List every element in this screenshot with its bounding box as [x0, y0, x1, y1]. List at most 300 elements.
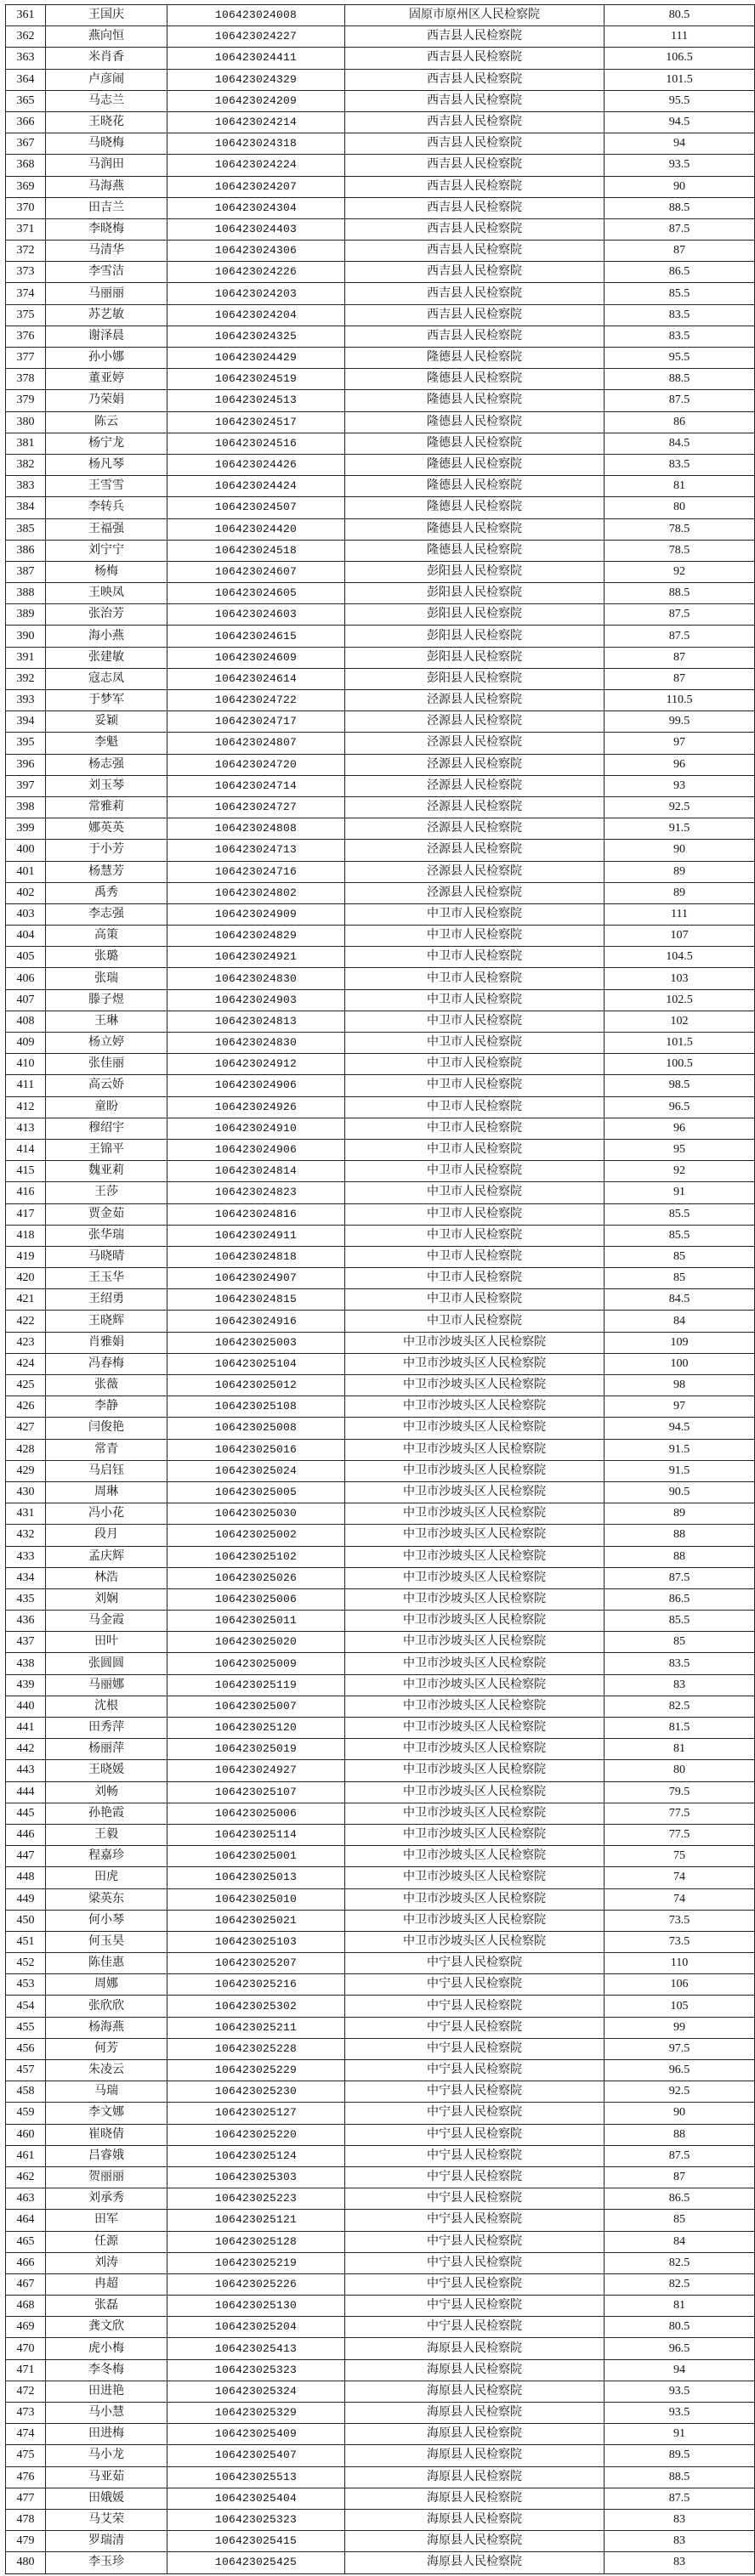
score-cell: 93.5 — [605, 155, 755, 176]
score-cell: 95.5 — [605, 90, 755, 111]
table-row — [6, 968, 755, 989]
seq-cell: 407 — [6, 989, 46, 1011]
exam-id-cell: 106423024816 — [167, 1203, 345, 1225]
score-cell: 85.5 — [605, 1611, 755, 1632]
exam-id-cell: 106423024906 — [167, 1075, 345, 1096]
seq-cell: 470 — [6, 2338, 46, 2359]
exam-id-cell: 106423024516 — [167, 433, 345, 454]
name-cell: 王映凤 — [46, 583, 167, 604]
table-row — [6, 1632, 755, 1653]
unit-cell: 彭阳县人民检察院 — [345, 561, 605, 582]
table-row — [6, 1460, 755, 1481]
exam-id-cell: 106423025127 — [167, 2103, 345, 2124]
table-row — [6, 1718, 755, 1739]
exam-id-cell: 106423024426 — [167, 454, 345, 475]
exam-id-cell: 106423024214 — [167, 111, 345, 133]
unit-cell: 中卫市沙坡头区人民检察院 — [345, 1888, 605, 1910]
seq-cell: 463 — [6, 2188, 46, 2210]
score-cell: 88 — [605, 2124, 755, 2145]
name-cell: 童盼 — [46, 1096, 167, 1118]
unit-cell: 中卫市沙坡头区人民检察院 — [345, 1588, 605, 1610]
unit-cell: 中卫市沙坡头区人民检察院 — [345, 1375, 605, 1396]
seq-cell: 393 — [6, 690, 46, 711]
exam-id-cell: 106423025104 — [167, 1353, 345, 1374]
name-cell: 王晓花 — [46, 111, 167, 133]
score-cell: 83.5 — [605, 304, 755, 326]
score-cell: 83.5 — [605, 326, 755, 347]
name-cell: 张薇 — [46, 1375, 167, 1396]
unit-cell: 彭阳县人民检察院 — [345, 583, 605, 604]
unit-cell: 中卫市人民检察院 — [345, 1311, 605, 1332]
name-cell: 梁英东 — [46, 1888, 167, 1910]
seq-cell: 480 — [6, 2552, 46, 2573]
name-cell: 刘宁宁 — [46, 540, 167, 561]
exam-id-cell: 106423025001 — [167, 1846, 345, 1867]
seq-cell: 442 — [6, 1739, 46, 1760]
score-cell: 84 — [605, 1311, 755, 1332]
unit-cell: 西吉县人民检察院 — [345, 241, 605, 262]
table-row — [6, 197, 755, 218]
seq-cell: 472 — [6, 2381, 46, 2402]
exam-id-cell: 106423024912 — [167, 1054, 345, 1075]
name-cell: 马润田 — [46, 155, 167, 176]
table-row — [6, 5, 755, 26]
table-row — [6, 348, 755, 369]
score-cell: 85.5 — [605, 1203, 755, 1225]
table-row — [6, 48, 755, 69]
seq-cell: 423 — [6, 1332, 46, 1353]
seq-cell: 373 — [6, 262, 46, 283]
score-cell: 87.5 — [605, 604, 755, 626]
table-row — [6, 1268, 755, 1289]
table-row — [6, 1931, 755, 1952]
table-row — [6, 1054, 755, 1075]
unit-cell: 中卫市沙坡头区人民检察院 — [345, 1567, 605, 1588]
name-cell: 肖雅娟 — [46, 1332, 167, 1353]
seq-cell: 363 — [6, 48, 46, 69]
table-row — [6, 1867, 755, 1888]
score-cell: 78.5 — [605, 518, 755, 540]
seq-cell: 382 — [6, 454, 46, 475]
table-row — [6, 1653, 755, 1674]
score-cell: 84.5 — [605, 433, 755, 454]
table-row — [6, 1225, 755, 1246]
seq-cell: 466 — [6, 2252, 46, 2273]
score-cell: 85 — [605, 2210, 755, 2231]
name-cell: 马丽娜 — [46, 1674, 167, 1696]
seq-cell: 367 — [6, 133, 46, 155]
seq-cell: 444 — [6, 1781, 46, 1803]
seq-cell: 405 — [6, 947, 46, 968]
exam-id-cell: 106423025220 — [167, 2124, 345, 2145]
exam-id-cell: 106423024325 — [167, 326, 345, 347]
seq-cell: 365 — [6, 90, 46, 111]
score-cell: 96.5 — [605, 2060, 755, 2081]
seq-cell: 402 — [6, 882, 46, 903]
exam-id-cell: 106423025219 — [167, 2252, 345, 2273]
exam-id-cell: 106423024830 — [167, 968, 345, 989]
name-cell: 李静 — [46, 1396, 167, 1418]
seq-cell: 427 — [6, 1418, 46, 1439]
unit-cell: 中卫市沙坡头区人民检察院 — [345, 1781, 605, 1803]
name-cell: 贺丽丽 — [46, 2166, 167, 2188]
exam-id-cell: 106423024605 — [167, 583, 345, 604]
exam-id-cell: 106423025130 — [167, 2296, 345, 2317]
score-cell: 92.5 — [605, 796, 755, 818]
table-row — [6, 2145, 755, 2166]
name-cell: 魏亚莉 — [46, 1161, 167, 1182]
seq-cell: 413 — [6, 1118, 46, 1139]
name-cell: 王福强 — [46, 518, 167, 540]
score-cell: 101.5 — [605, 1033, 755, 1054]
name-cell: 杨梅 — [46, 561, 167, 582]
unit-cell: 海原县人民检察院 — [345, 2424, 605, 2445]
exam-id-cell: 106423025019 — [167, 1739, 345, 1760]
exam-id-cell: 106423025008 — [167, 1418, 345, 1439]
seq-cell: 477 — [6, 2488, 46, 2509]
unit-cell: 中卫市沙坡头区人民检察院 — [345, 1481, 605, 1503]
name-cell: 马亚茹 — [46, 2466, 167, 2488]
seq-cell: 435 — [6, 1588, 46, 1610]
score-cell: 105 — [605, 1996, 755, 2017]
unit-cell: 海原县人民检察院 — [345, 2403, 605, 2424]
exam-id-cell: 106423025323 — [167, 2509, 345, 2530]
exam-id-cell: 106423025409 — [167, 2424, 345, 2445]
seq-cell: 375 — [6, 304, 46, 326]
name-cell: 乃荣娟 — [46, 390, 167, 411]
score-table — [5, 4, 755, 2574]
table-row — [6, 2531, 755, 2552]
name-cell: 王莎 — [46, 1182, 167, 1203]
exam-id-cell: 106423024603 — [167, 604, 345, 626]
table-row — [6, 2060, 755, 2081]
seq-cell: 434 — [6, 1567, 46, 1588]
table-row — [6, 926, 755, 947]
name-cell: 杨慧芳 — [46, 861, 167, 882]
unit-cell: 西吉县人民检察院 — [345, 69, 605, 90]
table-row — [6, 1525, 755, 1546]
seq-cell: 450 — [6, 1910, 46, 1931]
exam-id-cell: 106423024209 — [167, 90, 345, 111]
exam-id-cell: 106423024903 — [167, 989, 345, 1011]
exam-id-cell: 106423024927 — [167, 1760, 345, 1781]
exam-id-cell: 106423024518 — [167, 540, 345, 561]
seq-cell: 441 — [6, 1718, 46, 1739]
table-row — [6, 903, 755, 925]
name-cell: 米肖香 — [46, 48, 167, 69]
score-cell: 79.5 — [605, 1781, 755, 1803]
exam-id-cell: 106423024921 — [167, 947, 345, 968]
exam-id-cell: 106423025128 — [167, 2231, 345, 2252]
seq-cell: 433 — [6, 1546, 46, 1567]
unit-cell: 泾源县人民检察院 — [345, 690, 605, 711]
name-cell: 马金霞 — [46, 1611, 167, 1632]
exam-id-cell: 106423024207 — [167, 176, 345, 197]
table-row — [6, 1353, 755, 1374]
unit-cell: 中卫市人民检察院 — [345, 1054, 605, 1075]
score-cell: 87.5 — [605, 390, 755, 411]
score-cell: 80 — [605, 1760, 755, 1781]
name-cell: 常青 — [46, 1439, 167, 1460]
score-cell: 91 — [605, 2424, 755, 2445]
table-row — [6, 647, 755, 668]
exam-id-cell: 106423024517 — [167, 411, 345, 433]
name-cell: 张磊 — [46, 2296, 167, 2317]
exam-id-cell: 106423024808 — [167, 818, 345, 840]
score-cell: 103 — [605, 968, 755, 989]
unit-cell: 中宁县人民检察院 — [345, 2124, 605, 2145]
table-row — [6, 561, 755, 582]
name-cell: 王玉华 — [46, 1268, 167, 1289]
table-row — [6, 2273, 755, 2295]
score-cell: 107 — [605, 926, 755, 947]
score-cell: 90 — [605, 840, 755, 861]
exam-id-cell: 106423024906 — [167, 1139, 345, 1160]
unit-cell: 中宁县人民检察院 — [345, 1953, 605, 1974]
table-row — [6, 2296, 755, 2317]
unit-cell: 中卫市人民检察院 — [345, 1289, 605, 1311]
score-cell: 81 — [605, 476, 755, 497]
unit-cell: 中宁县人民检察院 — [345, 2273, 605, 2295]
unit-cell: 隆德县人民检察院 — [345, 497, 605, 518]
name-cell: 马小龙 — [46, 2445, 167, 2466]
name-cell: 燕向恒 — [46, 26, 167, 48]
table-row — [6, 454, 755, 475]
seq-cell: 403 — [6, 903, 46, 925]
exam-id-cell: 106423024911 — [167, 1225, 345, 1246]
name-cell: 马晓晴 — [46, 1246, 167, 1267]
table-row — [6, 2403, 755, 2424]
unit-cell: 彭阳县人民检察院 — [345, 668, 605, 689]
seq-cell: 430 — [6, 1481, 46, 1503]
seq-cell: 414 — [6, 1139, 46, 1160]
unit-cell: 中宁县人民检察院 — [345, 2038, 605, 2059]
seq-cell: 408 — [6, 1011, 46, 1032]
table-row — [6, 2210, 755, 2231]
seq-cell: 362 — [6, 26, 46, 48]
seq-cell: 406 — [6, 968, 46, 989]
score-cell: 102.5 — [605, 989, 755, 1011]
exam-id-cell: 106423025425 — [167, 2552, 345, 2573]
score-cell: 99 — [605, 2017, 755, 2038]
exam-id-cell: 106423024830 — [167, 1033, 345, 1054]
unit-cell: 中卫市沙坡头区人民检察院 — [345, 1396, 605, 1418]
table-row — [6, 1246, 755, 1267]
exam-id-cell: 106423025024 — [167, 1460, 345, 1481]
table-row — [6, 1118, 755, 1139]
unit-cell: 泾源县人民检察院 — [345, 775, 605, 796]
table-row — [6, 2103, 755, 2124]
table-row — [6, 2552, 755, 2573]
exam-id-cell: 106423024226 — [167, 262, 345, 283]
exam-id-cell: 106423025230 — [167, 2081, 345, 2103]
exam-id-cell: 106423025229 — [167, 2060, 345, 2081]
seq-cell: 399 — [6, 818, 46, 840]
seq-cell: 392 — [6, 668, 46, 689]
score-cell: 81 — [605, 1739, 755, 1760]
score-cell: 82.5 — [605, 1696, 755, 1717]
score-cell: 94.5 — [605, 111, 755, 133]
unit-cell: 彭阳县人民检察院 — [345, 604, 605, 626]
score-cell: 73.5 — [605, 1931, 755, 1952]
table-row — [6, 1674, 755, 1696]
table-row — [6, 668, 755, 689]
score-cell: 85 — [605, 1268, 755, 1289]
exam-id-cell: 106423025030 — [167, 1503, 345, 1525]
unit-cell: 中卫市沙坡头区人民检察院 — [345, 1439, 605, 1460]
table-row — [6, 2252, 755, 2273]
seq-cell: 437 — [6, 1632, 46, 1653]
table-row — [6, 390, 755, 411]
unit-cell: 中卫市沙坡头区人民检察院 — [345, 1931, 605, 1952]
table-row — [6, 754, 755, 775]
exam-id-cell: 106423024304 — [167, 197, 345, 218]
unit-cell: 中卫市沙坡头区人民检察院 — [345, 1460, 605, 1481]
name-cell: 高策 — [46, 926, 167, 947]
name-cell: 田进梅 — [46, 2424, 167, 2445]
table-row — [6, 989, 755, 1011]
score-cell: 83 — [605, 1674, 755, 1696]
score-cell: 96 — [605, 1118, 755, 1139]
seq-cell: 419 — [6, 1246, 46, 1267]
exam-id-cell: 106423024306 — [167, 241, 345, 262]
seq-cell: 439 — [6, 1674, 46, 1696]
seq-cell: 383 — [6, 476, 46, 497]
name-cell: 李雪洁 — [46, 262, 167, 283]
name-cell: 田吉兰 — [46, 197, 167, 218]
score-cell: 98 — [605, 1375, 755, 1396]
unit-cell: 中宁县人民检察院 — [345, 2231, 605, 2252]
seq-cell: 396 — [6, 754, 46, 775]
unit-cell: 西吉县人民检察院 — [345, 26, 605, 48]
unit-cell: 中宁县人民检察院 — [345, 1996, 605, 2017]
table-row — [6, 133, 755, 155]
score-cell: 90 — [605, 2103, 755, 2124]
table-row — [6, 1846, 755, 1867]
name-cell: 林浩 — [46, 1567, 167, 1588]
seq-cell: 376 — [6, 326, 46, 347]
seq-cell: 417 — [6, 1203, 46, 1225]
score-cell: 84.5 — [605, 1289, 755, 1311]
table-row — [6, 1075, 755, 1096]
table-row — [6, 1375, 755, 1396]
seq-cell: 372 — [6, 241, 46, 262]
score-cell: 102 — [605, 1011, 755, 1032]
seq-cell: 457 — [6, 2060, 46, 2081]
unit-cell: 中卫市沙坡头区人民检察院 — [345, 1546, 605, 1567]
name-cell: 沈根 — [46, 1696, 167, 1717]
score-cell: 90 — [605, 176, 755, 197]
name-cell: 冯春梅 — [46, 1353, 167, 1374]
exam-id-cell: 106423025302 — [167, 1996, 345, 2017]
score-cell: 94 — [605, 133, 755, 155]
name-cell: 刘承秀 — [46, 2188, 167, 2210]
table-row — [6, 2124, 755, 2145]
exam-id-cell: 106423025020 — [167, 1632, 345, 1653]
table-row — [6, 1203, 755, 1225]
exam-id-cell: 106423025207 — [167, 1953, 345, 1974]
name-cell: 禹秀 — [46, 882, 167, 903]
seq-cell: 443 — [6, 1760, 46, 1781]
score-cell: 99.5 — [605, 711, 755, 733]
name-cell: 马瑞 — [46, 2081, 167, 2103]
score-cell: 100 — [605, 1353, 755, 1374]
score-cell: 88 — [605, 1525, 755, 1546]
exam-id-cell: 106423025103 — [167, 1931, 345, 1952]
seq-cell: 390 — [6, 626, 46, 647]
unit-cell: 隆德县人民检察院 — [345, 476, 605, 497]
score-cell: 90.5 — [605, 1481, 755, 1503]
unit-cell: 海原县人民检察院 — [345, 2338, 605, 2359]
table-row — [6, 861, 755, 882]
name-cell: 罗瑞清 — [46, 2531, 167, 2552]
score-cell: 91.5 — [605, 1460, 755, 1481]
unit-cell: 西吉县人民检察院 — [345, 262, 605, 283]
table-row — [6, 711, 755, 733]
score-cell: 97 — [605, 1396, 755, 1418]
table-row — [6, 733, 755, 754]
name-cell: 田军 — [46, 2210, 167, 2231]
unit-cell: 中卫市沙坡头区人民检察院 — [345, 1653, 605, 1674]
score-cell: 89 — [605, 861, 755, 882]
exam-id-cell: 106423024429 — [167, 348, 345, 369]
name-cell: 冯小花 — [46, 1503, 167, 1525]
score-cell: 75 — [605, 1846, 755, 1867]
unit-cell: 西吉县人民检察院 — [345, 283, 605, 304]
exam-id-cell: 106423024507 — [167, 497, 345, 518]
table-row — [6, 476, 755, 497]
table-row — [6, 2359, 755, 2381]
unit-cell: 中卫市沙坡头区人民检察院 — [345, 1632, 605, 1653]
score-cell: 96 — [605, 754, 755, 775]
exam-id-cell: 106423024713 — [167, 840, 345, 861]
name-cell: 虎小梅 — [46, 2338, 167, 2359]
seq-cell: 400 — [6, 840, 46, 861]
name-cell: 张佳丽 — [46, 1054, 167, 1075]
exam-id-cell: 106423024814 — [167, 1161, 345, 1182]
seq-cell: 461 — [6, 2145, 46, 2166]
exam-id-cell: 106423024424 — [167, 476, 345, 497]
name-cell: 马晓梅 — [46, 133, 167, 155]
seq-cell: 468 — [6, 2296, 46, 2317]
seq-cell: 440 — [6, 1696, 46, 1717]
seq-cell: 454 — [6, 1996, 46, 2017]
score-cell: 87 — [605, 668, 755, 689]
unit-cell: 中宁县人民检察院 — [345, 2017, 605, 2038]
unit-cell: 泾源县人民检察院 — [345, 754, 605, 775]
table-row — [6, 1739, 755, 1760]
unit-cell: 隆德县人民检察院 — [345, 390, 605, 411]
seq-cell: 422 — [6, 1311, 46, 1332]
table-row — [6, 2166, 755, 2188]
name-cell: 马启钰 — [46, 1460, 167, 1481]
score-cell: 87 — [605, 647, 755, 668]
name-cell: 田娥媛 — [46, 2488, 167, 2509]
seq-cell: 448 — [6, 1867, 46, 1888]
name-cell: 孙艳霞 — [46, 1803, 167, 1824]
exam-id-cell: 106423024823 — [167, 1182, 345, 1203]
unit-cell: 西吉县人民检察院 — [345, 48, 605, 69]
unit-cell: 中宁县人民检察院 — [345, 2252, 605, 2273]
name-cell: 马小慧 — [46, 2403, 167, 2424]
exam-id-cell: 106423024916 — [167, 1311, 345, 1332]
exam-id-cell: 106423024727 — [167, 796, 345, 818]
unit-cell: 中卫市沙坡头区人民检察院 — [345, 1503, 605, 1525]
unit-cell: 西吉县人民检察院 — [345, 326, 605, 347]
unit-cell: 中卫市人民检察院 — [345, 1182, 605, 1203]
seq-cell: 381 — [6, 433, 46, 454]
unit-cell: 中宁县人民检察院 — [345, 2145, 605, 2166]
